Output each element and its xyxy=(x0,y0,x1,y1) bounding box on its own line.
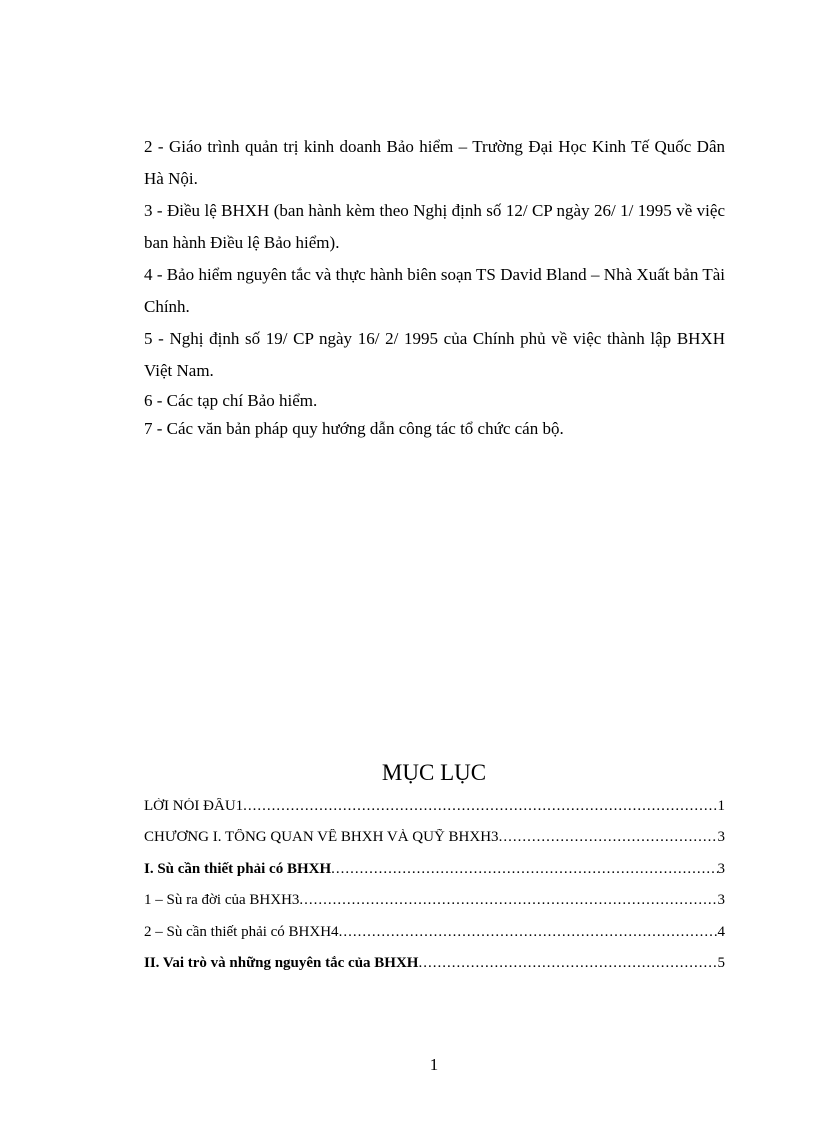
toc-entry-page: 5 xyxy=(717,954,725,971)
page-number: 1 xyxy=(429,1055,439,1074)
table-of-contents xyxy=(144,798,725,986)
toc-entry-page: 1 xyxy=(717,798,725,814)
toc-dot-leader xyxy=(331,861,717,878)
toc-entry-section-2[interactable] xyxy=(144,955,725,986)
toc-dot-leader xyxy=(339,924,718,941)
toc-entry-chuong-1[interactable] xyxy=(144,829,725,860)
toc-entry-page: 3 xyxy=(717,892,725,909)
toc-dot-leader xyxy=(499,829,718,846)
toc-entry-page: 3 xyxy=(717,860,725,877)
reference-item-4: 4 - Bảo hiểm nguyên tắc và thực hành biên soạn TS David Bland – Nhà Xuất bản Tài Chính. xyxy=(144,265,725,316)
toc-dot-leader xyxy=(418,955,717,972)
reference-item-6: 6 - Các tạp chí Bảo hiểm. xyxy=(144,391,318,410)
toc-entry-label: LỜI NÓI ĐẦU1 xyxy=(144,798,244,814)
reference-item-5: 5 - Nghị định số 19/ CP ngày 16/ 2/ 1995 của Chính phủ về việc thành lập BHXH Việt Nam. xyxy=(144,329,725,380)
toc-entry-section-1[interactable] xyxy=(144,861,725,892)
toc-entry-label: 2 – Sù cần thiết phải có BHXH4 xyxy=(144,923,339,940)
toc-dot-leader xyxy=(243,798,717,815)
toc-entry-label: I. Sù cần thiết phải có BHXH xyxy=(144,860,332,877)
toc-entry-page: 3 xyxy=(717,829,725,846)
toc-entry-page: 4 xyxy=(717,923,725,940)
toc-title: MỤC LỤC xyxy=(381,760,487,785)
toc-dot-leader xyxy=(299,892,717,909)
reference-list xyxy=(144,131,725,443)
toc-entry-label: 1 – Sù ra đời của BHXH3 xyxy=(144,892,300,909)
toc-entry-label: II. Vai trò và những nguyên tắc của BHXH xyxy=(144,954,419,971)
toc-entry-subsection-1[interactable] xyxy=(144,892,725,923)
toc-entry-loi-noi-dau[interactable] xyxy=(144,798,725,829)
reference-item-7: 7 - Các văn bản pháp quy hướng dẫn công tác tổ chức cán bộ. xyxy=(144,419,564,438)
reference-item-3: 3 - Điều lệ BHXH (ban hành kèm theo Nghị định số 12/ CP ngày 26/ 1/ 1995 về việc ban hành Điều lệ Bảo hiểm). xyxy=(144,201,725,252)
toc-entry-subsection-2[interactable] xyxy=(144,924,725,955)
reference-item-2: 2 - Giáo trình quản trị kinh doanh Bảo hiểm – Trường Đại Học Kinh Tế Quốc Dân Hà Nội. xyxy=(144,137,725,188)
toc-entry-label: CHƯƠNG I. TỔNG QUAN VỀ BHXH VÀ QUỸ BHXH3 xyxy=(144,829,499,846)
